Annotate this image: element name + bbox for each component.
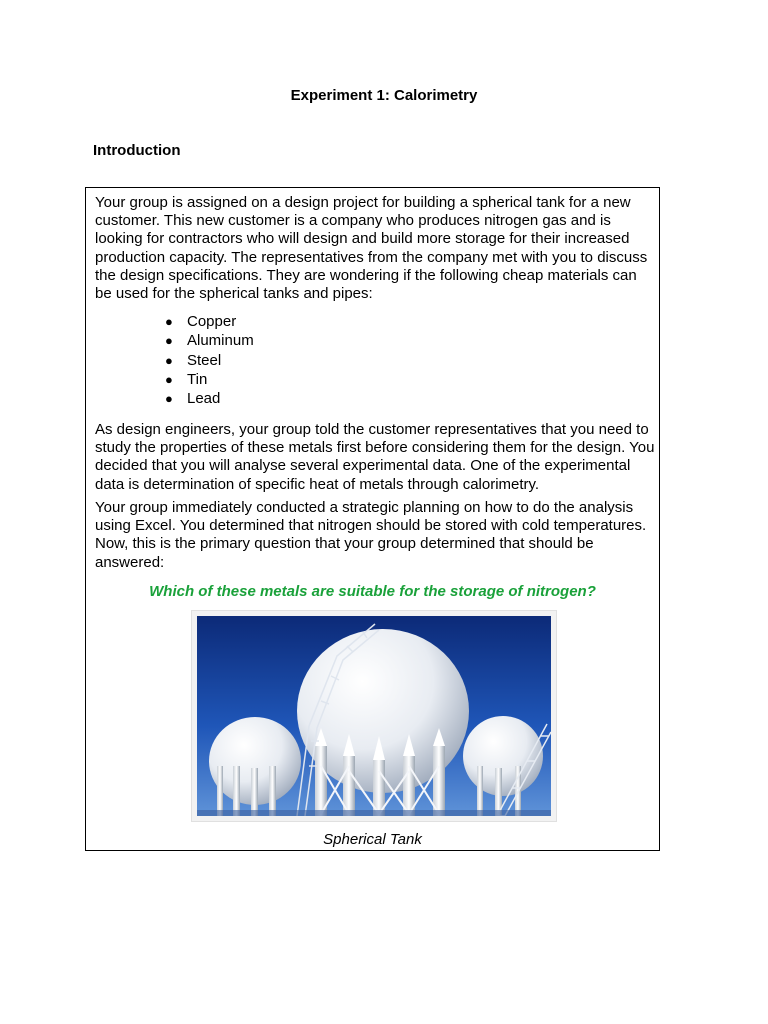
materials-list <box>158 312 254 408</box>
introduction-box <box>85 187 660 851</box>
list-item: ● Steel <box>165 351 222 369</box>
bullet-icon: ● <box>165 391 173 407</box>
bullet-icon: ● <box>165 352 173 368</box>
intro-paragraph-3: Your group immediately conducted a strategic planning on how to do the analysis using Excel. You determined that nitrogen should be stored with cold temperatures. Now, this is the primary question that your group determined that should be answered: <box>95 499 647 571</box>
intro-paragraph-1: Your group is assigned on a design project for building a spherical tank for a new customer. This new customer is a company who produces nitrogen gas and is looking for contractors who will design and build more storage for their increased production capacity. The representatives from the company met with you to discuss the design specifications. They are wondering if the following cheap materials can be used for the spherical tanks and pipes: <box>95 194 648 303</box>
figure-caption: Spherical Tank <box>323 831 422 848</box>
bullet-icon: ● <box>165 314 173 329</box>
section-heading: Introduction <box>93 142 181 159</box>
primary-question: Which of these metals are suitable for the storage of nitrogen? <box>149 583 596 600</box>
bullet-icon: ● <box>165 333 173 349</box>
spherical-tank-illustration <box>197 616 551 816</box>
document-title: Experiment 1: Calorimetry <box>290 87 478 104</box>
bullet-icon: ● <box>165 371 173 387</box>
spherical-tank-image <box>191 610 557 822</box>
list-item: ● Lead <box>165 390 221 408</box>
list-item: ● Aluminum <box>165 332 254 350</box>
list-item: ● Tin <box>165 370 208 388</box>
list-item: ● Copper <box>165 313 237 330</box>
intro-paragraph-2: As design engineers, your group told the customer representatives that you need to study the properties of these metals first before considering them for the design. You decided that you will analyse several experimental data. One of the experimental data is determination of specific heat of metals through calorimetry. <box>95 421 655 493</box>
